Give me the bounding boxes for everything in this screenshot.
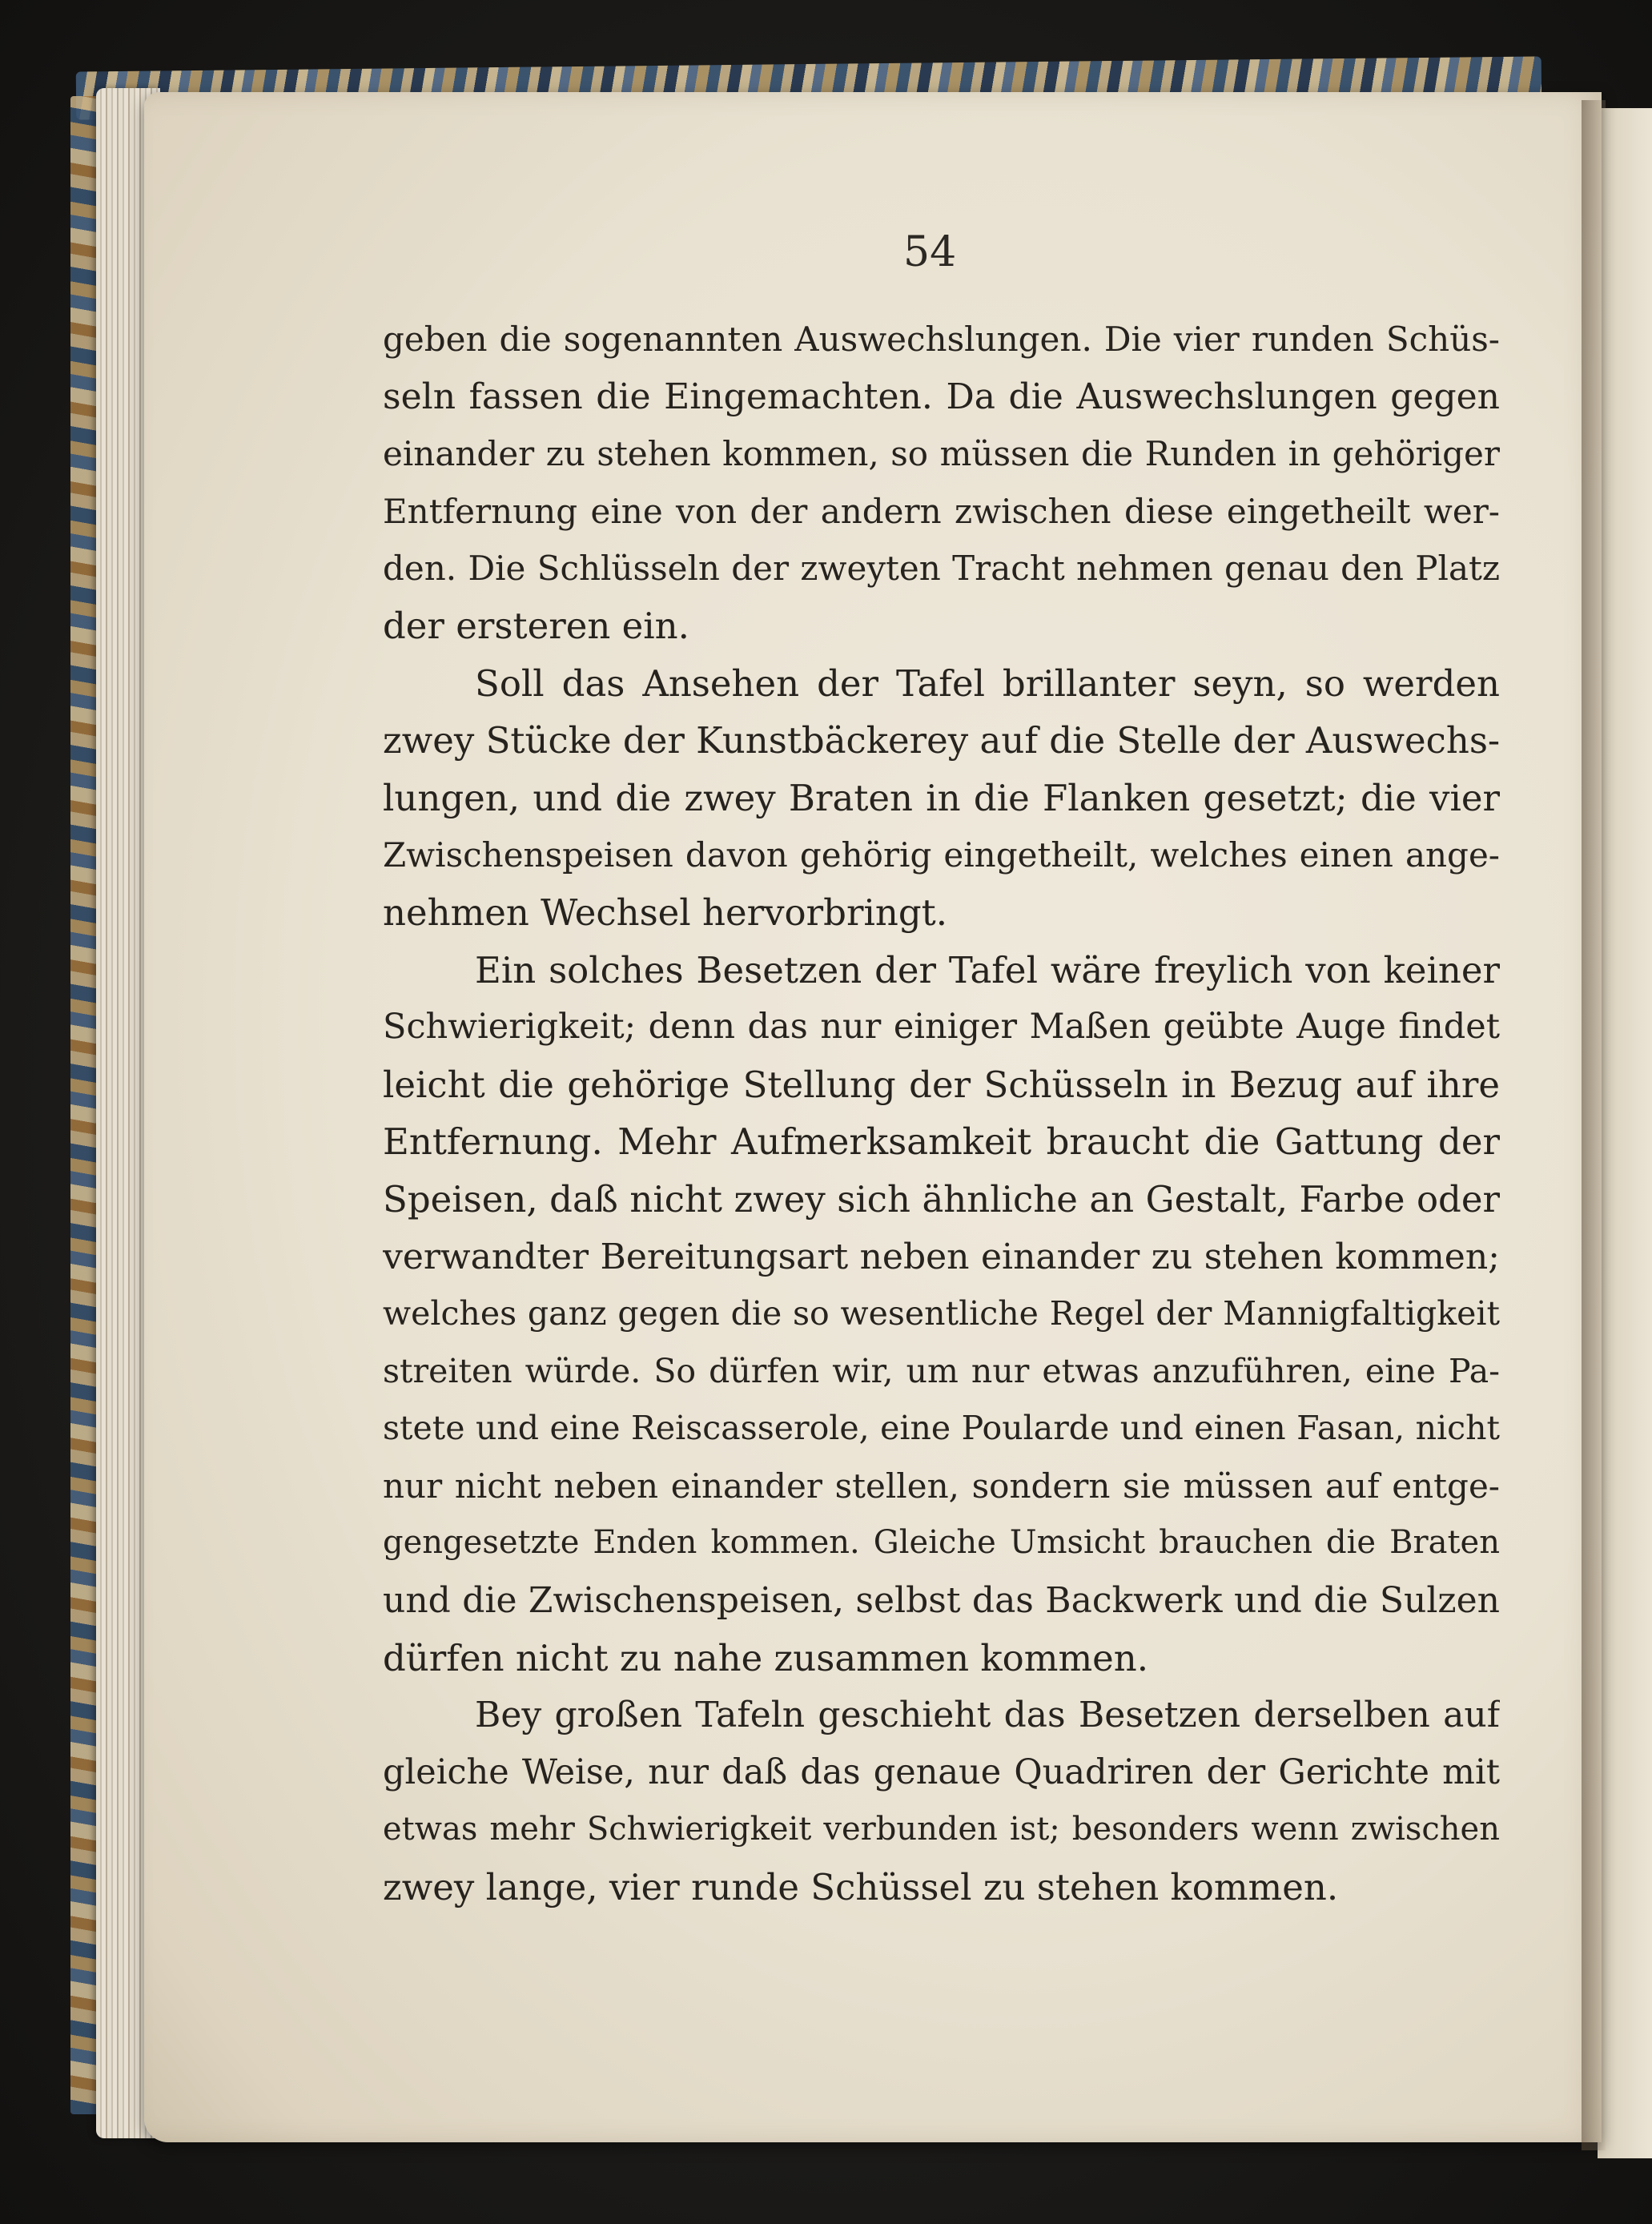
text-line: welches ganz gegen die so wesentliche Regel der Mannigfaltigkeit [383,1294,1500,1333]
book-gutter [1582,100,1606,2150]
text-line: lungen, und die zwey Braten in die Flanken gesetzt; die vier [383,776,1500,819]
text-line: Zwischenspeisen davon gehörig eingetheilt, welches einen ange- [383,835,1500,875]
text-line: streiten würde. So dürfen wir, um nur etwas anzuführen, eine Pa- [383,1351,1500,1390]
text-line: zwey lange, vier runde Schüssel zu stehen kommen. [383,1866,1339,1909]
text-line: zwey Stücke der Kunstbäckerey auf die Stelle der Auswechs- [383,719,1500,762]
text-line: dürfen nicht zu nahe zusammen kommen. [383,1636,1149,1679]
page-text [383,311,1500,1916]
text-line: Bey großen Tafeln geschieht das Besetzen derselben auf [475,1695,1500,1736]
text-line: gengesetzte Enden kommen. Gleiche Umsicht brauchen die Braten [383,1524,1500,1562]
text-line: geben die sogenannten Auswechslungen. Die vier runden Schüs- [383,320,1500,359]
text-line: Soll das Ansehen der Tafel brillanter seyn, so werden [475,662,1500,705]
facing-page [1598,108,1652,2158]
text-line: Entfernung. Mehr Aufmerksamkeit braucht die Gattung der [383,1120,1500,1164]
text-line: der ersteren ein. [383,604,689,647]
page-number: 54 [903,228,957,276]
text-line: und die Zwischenspeisen, selbst das Backwerk und die Sulzen [383,1580,1500,1622]
text-line: seln fassen die Eingemachten. Da die Auswechslungen gegen [383,376,1500,417]
text-line: nehmen Wechsel hervorbringt. [383,891,948,934]
text-line: Schwierigkeit; denn das nur einiger Maßen geübte Auge findet [383,1007,1500,1048]
text-line: nur nicht neben einander stellen, sondern sie müssen auf entge- [383,1466,1500,1506]
text-line: verwandter Bereitungsart neben einander zu stehen kommen; [383,1236,1500,1277]
text-line: Ein solches Besetzen der Tafel wäre freylich von keiner [475,948,1500,991]
text-line: den. Die Schlüsseln der zweyten Tracht nehmen genau den Platz [383,549,1500,589]
text-line: einander zu stehen kommen, so müssen die Runden in gehöriger [383,434,1500,474]
text-line: leicht die gehörige Stellung der Schüsseln in Bezug auf ihre [383,1063,1500,1106]
text-line: etwas mehr Schwierigkeit verbunden ist; besonders wenn zwischen [383,1811,1500,1848]
text-line: Speisen, daß nicht zwey sich ähnliche an Gestalt, Farbe oder [383,1177,1500,1221]
text-line: gleiche Weise, nur daß das genaue Quadriren der Gerichte mit [383,1751,1500,1792]
text-line: Entfernung eine von der andern zwischen diese eingetheilt wer- [383,491,1500,531]
text-line: stete und eine Reiscasserole, eine Poularde und einen Fasan, nicht [383,1409,1500,1448]
